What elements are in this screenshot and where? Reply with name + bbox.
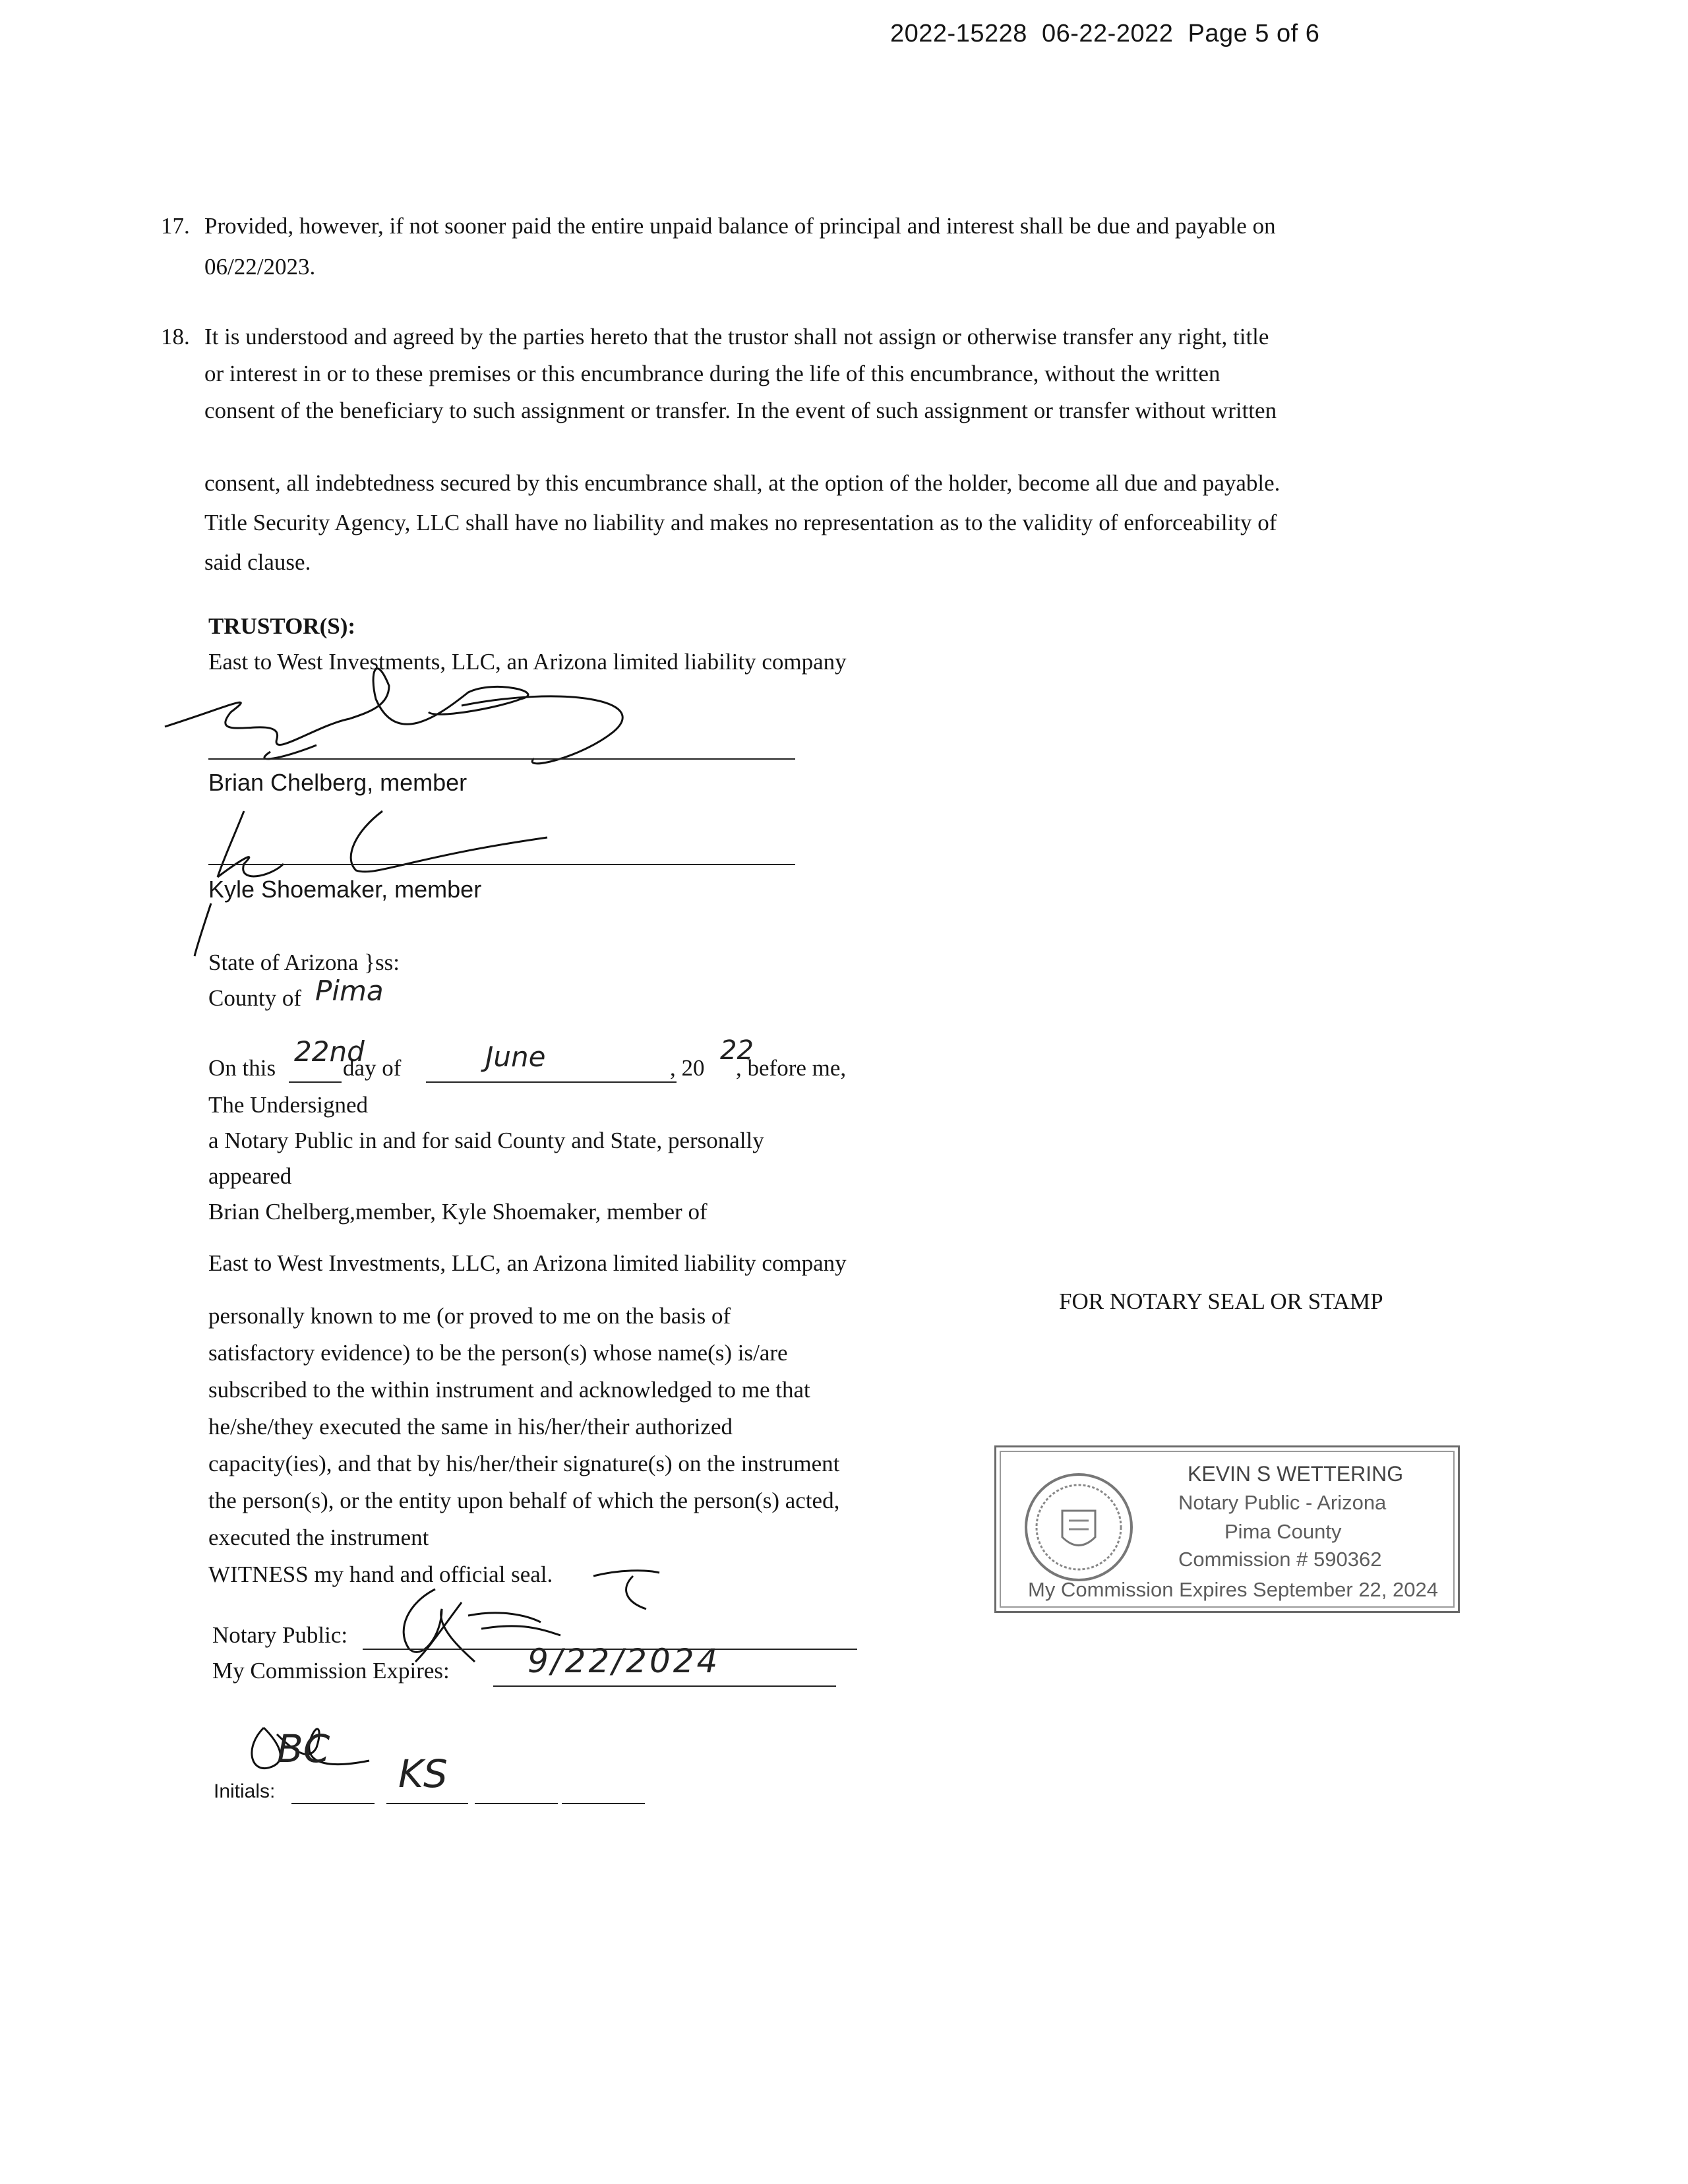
initials-line-4	[562, 1803, 645, 1804]
commission-expires-label: My Commission Expires:	[212, 1658, 450, 1684]
ack-line: personally known to me (or proved to me on the basis of	[208, 1303, 731, 1329]
ack-line: the person(s), or the entity upon behalf of which the person(s) acted,	[208, 1488, 840, 1513]
clause-text-line: Title Security Agency, LLC shall have no liability and makes no representation as to the validity of enforceability of	[204, 510, 1277, 535]
initials-label: Initials:	[214, 1780, 276, 1802]
signature-line-kyle	[208, 864, 795, 865]
day-handwritten: 22nd	[294, 1035, 365, 1068]
stamp-title: Notary Public - Arizona	[1178, 1491, 1387, 1514]
clause-text-line: 06/22/2023.	[204, 254, 316, 280]
clause-number: 18.	[161, 324, 190, 349]
initials-line-1	[291, 1803, 375, 1804]
month-underline	[426, 1081, 677, 1083]
initials-handwritten-1: BC	[277, 1726, 330, 1771]
ack-line: subscribed to the within instrument and acknowledged to me that	[208, 1377, 810, 1403]
clause-text-line: It is understood and agreed by the parties hereto that the trustor shall not assign or otherwise transfer any right, title	[204, 324, 1269, 349]
year-prefix: , 20	[670, 1055, 705, 1081]
trustor-heading: TRUSTOR(S):	[208, 613, 356, 639]
ack-line: executed the instrument	[208, 1525, 429, 1550]
stamp-expires: My Commission Expires September 22, 2024	[1028, 1578, 1438, 1601]
ack-line: he/she/they executed the same in his/her/their authorized	[208, 1414, 733, 1440]
ack-line: satisfactory evidence) to be the person(s) whose name(s) is/are	[208, 1340, 788, 1366]
clause-text-line: said clause.	[204, 549, 311, 575]
undersigned-line: The Undersigned	[208, 1092, 369, 1118]
clause-text-line: or interest in or to these premises or this encumbrance during the life of this encumbrance, without the written	[204, 361, 1221, 386]
notary-public-label: Notary Public:	[212, 1622, 348, 1648]
seal-caption: FOR NOTARY SEAL OR STAMP	[1059, 1289, 1383, 1314]
commission-expires-handwritten: 9/22/2024	[528, 1642, 721, 1680]
county-label: County of	[208, 985, 301, 1011]
clause-text-line: Provided, however, if not sooner paid the entire unpaid balance of principal and interest shall be due and payable on	[204, 213, 1276, 239]
month-handwritten: June	[485, 1041, 546, 1073]
date-line	[208, 1035, 868, 1088]
notary-stamp	[994, 1445, 1460, 1613]
before-me-label: , before me,	[736, 1055, 847, 1081]
appeared-line: appeared	[208, 1163, 292, 1189]
document-header: 2022-15228 06-22-2022 Page 5 of 6	[890, 20, 1320, 47]
appearers-line: Brian Chelberg,member, Kyle Shoemaker, member of	[208, 1199, 708, 1225]
state-line: State of Arizona }ss:	[208, 950, 400, 975]
signature-line-brian	[208, 758, 795, 760]
year-handwritten: 22	[720, 1035, 754, 1066]
stamp-name: KEVIN S WETTERING	[1188, 1462, 1404, 1486]
acknowledgment-text	[208, 1298, 967, 1593]
ack-line: capacity(ies), and that by his/her/their signature(s) on the instrument	[208, 1451, 840, 1476]
entity-line: East to West Investments, LLC, an Arizona limited liability company	[208, 1250, 847, 1276]
initials-line-2	[386, 1803, 468, 1804]
clause-text-line: consent of the beneficiary to such assignment or transfer. In the event of such assignment or transfer without written	[204, 398, 1277, 423]
county-handwritten: Pima	[315, 975, 384, 1007]
day-of-label: day of	[343, 1055, 402, 1081]
clause-text-line: consent, all indebtedness secured by this encumbrance shall, at the option of the holder, become all due and payable.	[204, 470, 1281, 496]
initials-handwritten-2: KS	[398, 1751, 448, 1796]
witness-line: WITNESS my hand and official seal.	[208, 1562, 553, 1587]
stamp-county: Pima County	[1224, 1520, 1342, 1543]
clause-number: 17.	[161, 213, 190, 239]
stamp-commission: Commission # 590362	[1178, 1548, 1382, 1571]
commission-expires-line	[493, 1685, 836, 1687]
notary-public-line: a Notary Public in and for said County and State, personally	[208, 1128, 764, 1153]
arizona-state-seal	[1023, 1471, 1135, 1583]
day-underline	[289, 1081, 342, 1083]
trustor-entity: East to West Investments, LLC, an Arizona limited liability company	[208, 649, 847, 675]
signer-kyle-shoemaker: Kyle Shoemaker, member	[208, 876, 482, 903]
signer-brian-chelberg: Brian Chelberg, member	[208, 769, 467, 796]
initials-line-3	[475, 1803, 558, 1804]
on-this-label: On this	[208, 1055, 276, 1081]
